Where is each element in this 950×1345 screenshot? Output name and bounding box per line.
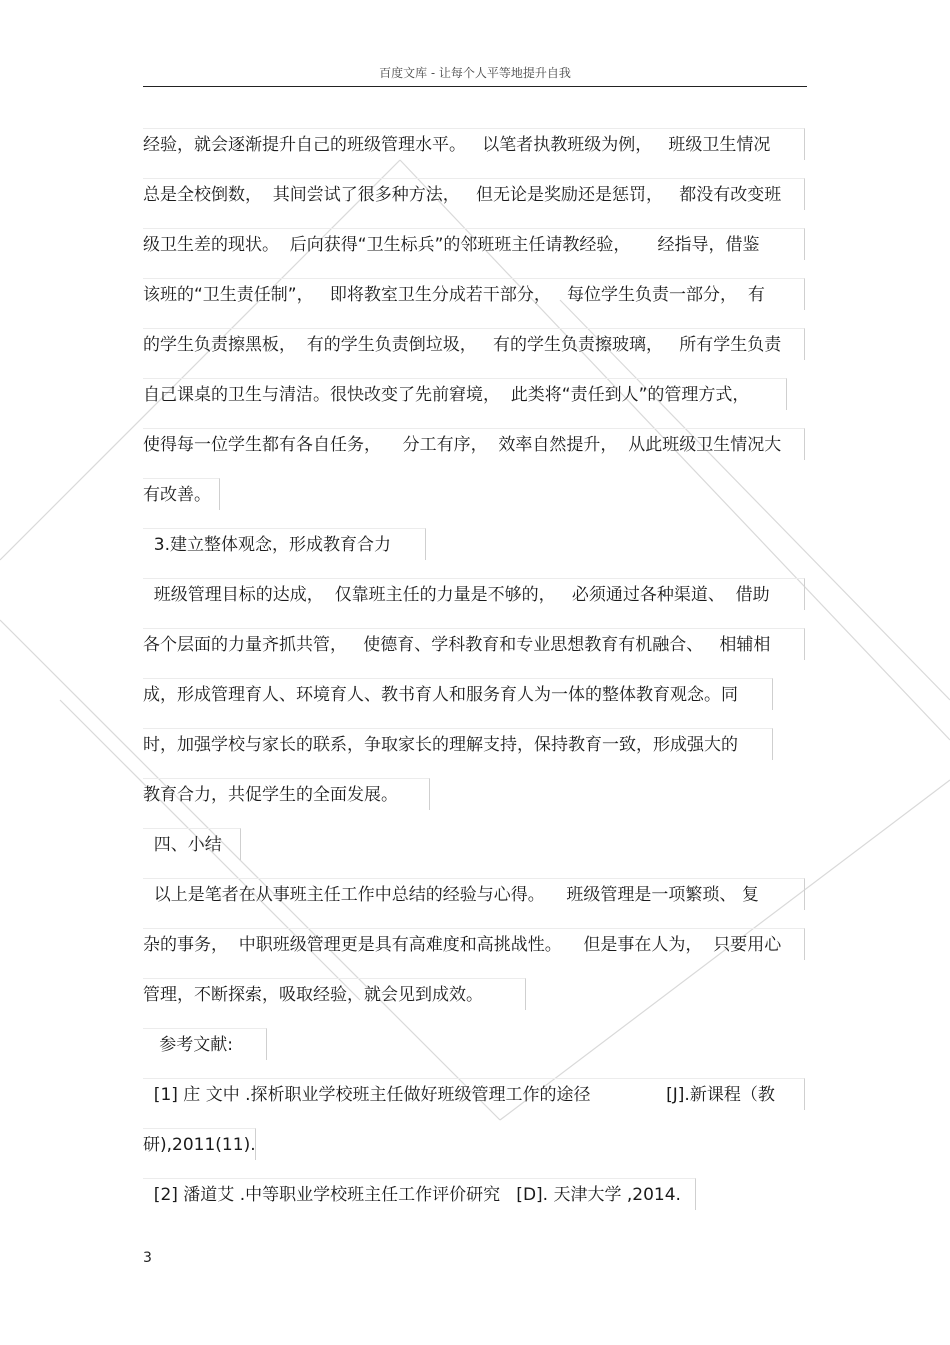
text-line: 各个层面的力量齐抓共管， 使德育、学科教育和专业思想教育有机融合、 相辅相 <box>143 628 805 660</box>
text-line: 教育合力，共促学生的全面发展。 <box>143 778 430 810</box>
text-line: 3.建立整体观念，形成教育合力 <box>143 528 426 560</box>
text-line: 该班的“卫生责任制”， 即将教室卫生分成若干部分， 每位学生负责一部分， 有 <box>143 278 805 310</box>
text-line: 经验，就会逐渐提升自己的班级管理水平。 以笔者执教班级为例， 班级卫生情况 <box>143 128 805 160</box>
text-line: 成，形成管理育人、环境育人、教书育人和服务育人为一体的整体教育观念。同 <box>143 678 773 710</box>
text-line: 班级管理目标的达成， 仅靠班主任的力量是不够的， 必须通过各种渠道、 借助 <box>143 578 805 610</box>
text-line: [1] 庄 文中 .探析职业学校班主任做好班级管理工作的途径 [J].新课程（教 <box>143 1078 805 1110</box>
text-line: [2] 潘道艾 .中等职业学校班主任工作评价研究 [D]. 天津大学 ,2014. <box>143 1178 696 1210</box>
header-divider <box>143 86 807 87</box>
text-line: 时，加强学校与家长的联系，争取家长的理解支持，保持教育一致，形成强大的 <box>143 728 773 760</box>
text-line: 自己课桌的卫生与清洁。很快改变了先前窘境， 此类将“责任到人”的管理方式， <box>143 378 787 410</box>
page-header: 百度文库 - 让每个人平等地提升自我 <box>379 66 571 80</box>
text-line: 级卫生差的现状。 后向获得“卫生标兵”的邻班班主任请教经验， 经指导，借鉴 <box>143 228 805 260</box>
text-line: 总是全校倒数， 其间尝试了很多种方法， 但无论是奖励还是惩罚， 都没有改变班 <box>143 178 805 210</box>
text-line: 四、小结 <box>143 828 241 860</box>
text-line: 研),2011(11). <box>143 1128 256 1160</box>
text-line: 使得每一位学生都有各自任务， 分工有序， 效率自然提升， 从此班级卫生情况大 <box>143 428 805 460</box>
text-line: 管理，不断探索，吸取经验，就会见到成效。 <box>143 978 526 1010</box>
text-line: 有改善。 <box>143 478 220 510</box>
page-number: 3 <box>143 1250 152 1266</box>
text-line: 杂的事务， 中职班级管理更是具有高难度和高挑战性。 但是事在人为， 只要用心 <box>143 928 805 960</box>
text-line: 的学生负责擦黑板， 有的学生负责倒垃圾， 有的学生负责擦玻璃， 所有学生负责 <box>143 328 805 360</box>
text-line: 以上是笔者在从事班主任工作中总结的经验与心得。 班级管理是一项繁琐、 复 <box>143 878 805 910</box>
text-line: 参考文献: <box>143 1028 267 1060</box>
